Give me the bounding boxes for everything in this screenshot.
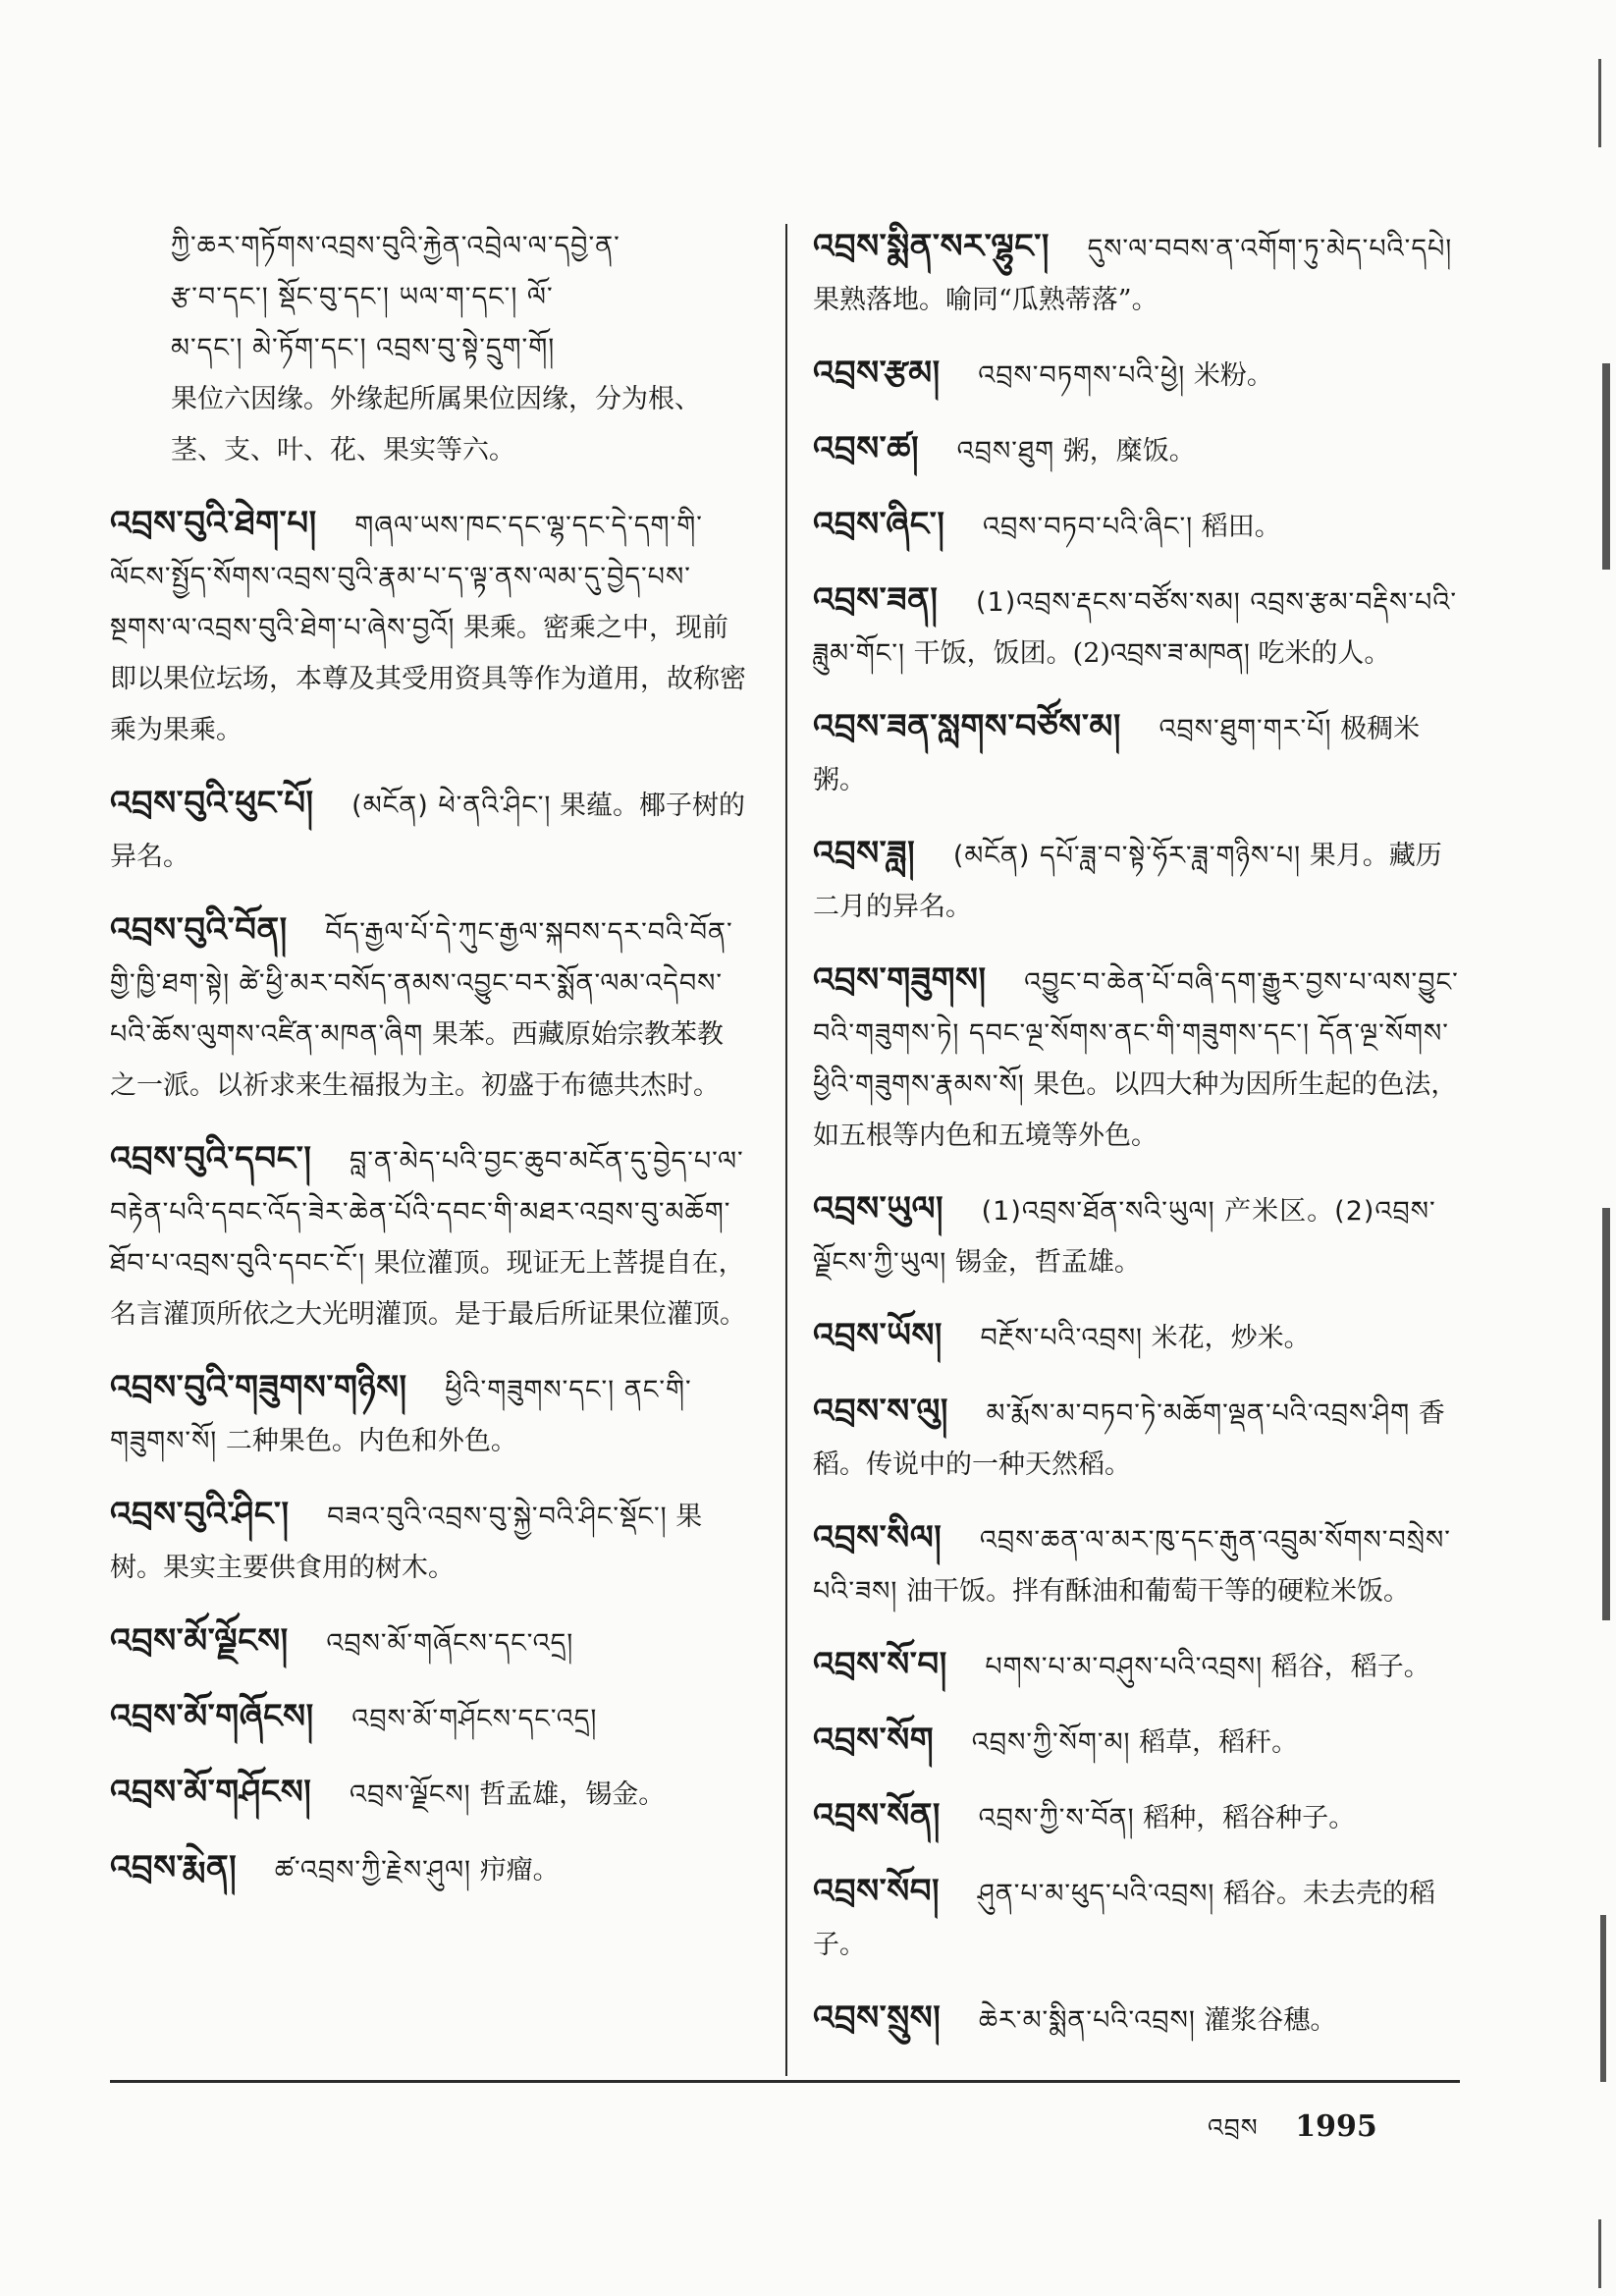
dictionary-entry (813, 701, 1461, 806)
dictionary-entry (813, 1183, 1461, 1288)
dictionary-entry (110, 1362, 748, 1467)
headword: འབྲས་སྨིན་སར་ལྷུང་། (813, 227, 1050, 266)
definition-bo: བཟའ་བུའི་འབྲས་བུ་སྐྱེ་བའི་ཤིང་སྡོང་། (327, 1502, 668, 1532)
headword: འབྲས་སོབ། (813, 1872, 941, 1911)
definition-zh: 果苯。西藏原始宗教苯教之一派。以祈求来生福报为主。初盛于布德共杰时。 (110, 1019, 724, 1101)
dictionary-entry (813, 1386, 1461, 1491)
headword: འབྲས་ཚ། (813, 429, 920, 468)
definition-bo: བོད་རྒྱལ་པོ་དེ་ཀུང་རྒྱལ་སྐབས་དར་བའི་བོན་གྱི་ཁྱི་ཐག་སྟེ། ཚེ་ཕྱི་མར་བསོད་ནམས་འབྱུང་བར་སྨོན་ལམ་འདེབས་པའི་ཆོས་ལུགས་འཛིན་མཁན་ཞིག (110, 917, 733, 1050)
definition-bo: གཞལ་ཡས་ཁང་དང་ལྷ་དང་དེ་དག་གི་ལོངས་སྤྱོད་སོགས་འབྲས་བུའི་རྣམ་པ་ད་ལྟ་ནས་ལམ་དུ་བྱེད་པས་སྔགས་ལ་འབྲས་བུའི་ཐེག་པ་ཞེས་བྱའོ། (110, 511, 703, 643)
definition-zh: 疖瘤。 (479, 1855, 560, 1886)
definition-zh: 灌浆谷穗。 (1204, 2005, 1337, 2036)
definition-zh: 果位灌顶。现证无上菩提自在，名言灌顶所依之大光明灌顶。是于最后所证果位灌顶。 (110, 1248, 746, 1330)
dictionary-entry (813, 1512, 1461, 1617)
dictionary-entry (110, 1615, 748, 1669)
headword: འབྲས་ཡུལ། (813, 1189, 944, 1229)
scan-edge-mark (1600, 1915, 1606, 2082)
dictionary-entry (813, 1639, 1461, 1693)
definition-bo: འབྲས་ལྗོངས། (349, 1779, 471, 1810)
definition-zh: 果色。以四大种为因所生起的色法，如五根等内色和五境等外色。 (813, 1069, 1458, 1151)
definition-bo: འབྲས་ཆན་ལ་མར་ཁུ་དང་རྒུན་འབྲུམ་སོགས་བསྲེས་པའི་ཟས། (813, 1525, 1451, 1607)
dictionary-entry (813, 1866, 1461, 1971)
continuation-entry (110, 221, 748, 476)
definition-zh: 米粉。 (1193, 360, 1273, 391)
headword: འབྲས་ས་ལུ། (813, 1392, 948, 1431)
dictionary-entry (813, 1310, 1461, 1364)
definition-zh: 干饭，饭团。(2)འབྲས་ཟ་མཁན། 吃米的人。 (913, 638, 1391, 669)
definition-zh: 果乘。密乘之中，现前即以果位坛场，本尊及其受用资具等作为道用，故称密乘为果乘。 (110, 613, 746, 745)
definition-zh: 油干饭。拌有酥油和葡萄干等的硬粒米饭。 (905, 1576, 1410, 1607)
running-head: འབྲས (1208, 2113, 1259, 2142)
definition-zh: 稻谷。未去壳的稻子。 (813, 1879, 1435, 1960)
definition-zh: 粥，糜饭。 (1062, 436, 1196, 466)
headword: འབྲས་རྩམ། (813, 354, 941, 393)
headword: འབྲས་བུའི་ཐེག་པ། (110, 504, 317, 543)
headword: འབྲས་རྨེན། (110, 1848, 238, 1887)
dictionary-entry (110, 1767, 748, 1821)
definition-zh: 哲孟雄，锡金。 (479, 1779, 666, 1810)
definition-zh: 米花，炒米。 (1151, 1323, 1311, 1353)
dictionary-entry (110, 1489, 748, 1594)
definition-bo: བླ་ན་མེད་པའི་བྱང་ཆུབ་མངོན་དུ་བྱེད་པ་ལ་བརྟེན་པའི་དབང་འོད་ཟེར་ཆེན་པོའི་དབང་གི་མཐར་འབྲས་བུ་མཆོག་ཐོབ་པ་འབྲས་བུའི་དབང་ངོ་། (110, 1146, 744, 1279)
dictionary-entry (813, 348, 1461, 402)
dictionary-entry (813, 1993, 1461, 2047)
dictionary-entry (110, 904, 748, 1112)
headword: འབྲས་གཟུགས། (813, 960, 987, 1000)
headword: འབྲས་ཡོས། (813, 1316, 943, 1355)
definition-zh: 果熟落地。喻同“瓜熟蒂落”。 (813, 285, 1158, 315)
headword: འབྲས་སོ་བ། (813, 1645, 947, 1684)
definition-zh: 香稻。传说中的一种天然稻。 (813, 1398, 1445, 1480)
headword: འབྲས་བུའི་གཟུགས་གཉིས། (110, 1368, 407, 1407)
definition-zh: 稻谷，稻子。 (1270, 1652, 1430, 1682)
definition-bo: འབྲས་བཏགས་པའི་ཕྱེ། (978, 360, 1186, 391)
definition-bo: འབྱུང་བ་ཆེན་པོ་བཞི་དག་རྒྱུར་བྱས་པ་ལས་བྱུང་བའི་གཟུགས་ཏེ། དབང་ལྔ་སོགས་ནང་གི་གཟུགས་དང་། དོན་ལྔ་སོགས་ཕྱིའི་གཟུགས་རྣམས་སོ། (813, 967, 1459, 1100)
dictionary-entry (813, 955, 1461, 1162)
definition-zh: 锡金，哲孟雄。 (954, 1247, 1141, 1278)
definition-bo: ཤུན་པ་མ་ཕུད་པའི་འབྲས། (977, 1879, 1215, 1909)
definition-bo: ཕྱིའི་གཟུགས་དང་། ནང་གི་གཟུགས་སོ། (110, 1375, 692, 1456)
definition-bo: འབྲས་མོ་གཞོངས་དང་འདྲ། (326, 1628, 574, 1659)
definition-bo: འབྲས་ཀྱི་སོག་མ། (971, 1727, 1131, 1758)
definition-bo: (མངོན) དཔོ་ཟླ་བ་སྟེ་ཧོར་ཟླ་གཉིས་པ། (952, 841, 1302, 871)
left-column (110, 221, 748, 1918)
column-divider (785, 224, 787, 2076)
definition-bo: འབྲས་མོ་གཤོངས་དང་འདྲ། (351, 1704, 598, 1734)
headword: འབྲས་ཞིང་། (813, 505, 945, 544)
definition-bo: བརྔོས་པའི་འབྲས། (980, 1323, 1144, 1353)
dictionary-entry (110, 1842, 748, 1896)
headword: འབྲས་བུའི་ཤིང་། (110, 1495, 290, 1534)
dictionary-entry (813, 574, 1461, 680)
definition-bo: ཆེར་མ་སྨིན་པའི་འབྲས། (978, 2005, 1196, 2036)
definition-zh: 二种果色。内色和外色。 (225, 1426, 517, 1456)
definition-bo: འབྲས་བཏབ་པའི་ཞིང་། (982, 512, 1194, 542)
definition-bo: འབྲས་ཐུག་གར་པོ། (1158, 714, 1332, 744)
definition-bo: (མངོན) ཕེ་ནའི་ཤིང་། (351, 791, 552, 821)
dictionary-entry (110, 498, 748, 756)
dictionary-entry (813, 1715, 1461, 1769)
dictionary-entry (110, 778, 748, 883)
definition-bo: མ་རྨོས་མ་བཏབ་ཏེ་མཆོག་ལྡན་པའི་འབྲས་ཤིག (986, 1398, 1411, 1429)
definition-bo: ཚ་འབྲས་ཀྱི་རྗེས་ཤུལ། (274, 1855, 472, 1886)
dictionary-entry (813, 221, 1461, 326)
dictionary-entry (813, 828, 1461, 933)
headword: འབྲས་ཟན་སླགས་བཙོས་མ། (813, 707, 1121, 746)
definition-bo: འབྲས་ཀྱི་ས་བོན། (978, 1803, 1135, 1833)
continuation-line: རྩ་བ་དང་། སྡོང་བུ་དང་། ཡལ་ག་དང་། ལོ་ (171, 282, 554, 312)
scan-edge-mark (1602, 363, 1610, 570)
definition-bo: (1)འབྲས་ཐོན་སའི་ཡུལ། 产米区。(2)འབྲས་ལྗོངས་ཀྱི་ཡུལ། (813, 1196, 1436, 1278)
dictionary-entry (110, 1133, 748, 1340)
definition-bo: པགས་པ་མ་བཤུས་པའི་འབྲས། (985, 1652, 1264, 1682)
definition-zh: 极稠米粥。 (813, 714, 1421, 795)
dictionary-entry (813, 423, 1461, 477)
headword: འབྲས་བུའི་དབང་། (110, 1139, 312, 1178)
definition-zh: 果蕴。椰子树的异名。 (110, 791, 746, 872)
headword: འབྲས་ཟླ། (813, 834, 916, 873)
continuation-line: མ་དང་། མེ་ཏོག་དང་། འབྲས་བུ་སྟེ་དྲུག་གོ། (171, 333, 556, 363)
definition-zh: 果位六因缘。外缘起所属果位因缘，分为根、茎、支、叶、花、果实等六。 (171, 384, 701, 465)
headword: འབྲས་སིལ། (813, 1518, 943, 1558)
page-footer (1208, 2100, 1377, 2169)
definition-zh: 果月。藏历二月的异名。 (813, 841, 1442, 922)
dictionary-entry (110, 1691, 748, 1745)
headword: འབྲས་མོ་ལྗོངས། (110, 1621, 289, 1661)
dictionary-entry (813, 1790, 1461, 1844)
definition-zh: 稻田。 (1201, 512, 1281, 542)
dictionary-entry (813, 499, 1461, 553)
headword: འབྲས་ཟན། (813, 580, 939, 620)
definition-bo: འབྲས་ཐུག (956, 436, 1055, 466)
definition-zh: 稻草，稻秆。 (1139, 1727, 1299, 1758)
page-number: 1995 (1295, 2109, 1377, 2144)
headword: འབྲས་སོག (813, 1721, 935, 1760)
scan-edge-mark (1602, 1208, 1610, 1620)
right-column (813, 221, 1461, 2068)
definition-bo: (1)འབྲས་རྡངས་བཙོས་སམ། འབྲས་རྩམ་བརྡིས་པའི་ཟླུམ་གོང་། (813, 587, 1458, 669)
definition-zh: 果树。果实主要供食用的树木。 (110, 1502, 703, 1583)
headword: འབྲས་སྲུས། (813, 1998, 942, 2038)
definition-bo: དུས་ལ་བབས་ན་འགོག་ཏུ་མེད་པའི་དཔེ། (1087, 234, 1453, 264)
headword: འབྲས་སོན། (813, 1796, 941, 1835)
headword: འབྲས་བུའི་བོན། (110, 910, 288, 950)
scan-edge-mark (1598, 59, 1601, 147)
headword: འབྲས་མོ་གཞོངས། (110, 1697, 314, 1736)
headword: འབྲས་བུའི་ཕུང་པོ། (110, 784, 314, 823)
scan-edge-mark (1598, 2219, 1601, 2288)
footer-rule (110, 2080, 1460, 2083)
continuation-line: ཀྱི་ཆར་གཏོགས་འབྲས་བུའི་རྐྱེན་འབྲེལ་ལ་དབྱེ་ན་ (171, 231, 620, 261)
definition-zh: 稻种，稻谷种子。 (1143, 1803, 1356, 1833)
headword: འབྲས་མོ་གཤོངས། (110, 1773, 312, 1812)
